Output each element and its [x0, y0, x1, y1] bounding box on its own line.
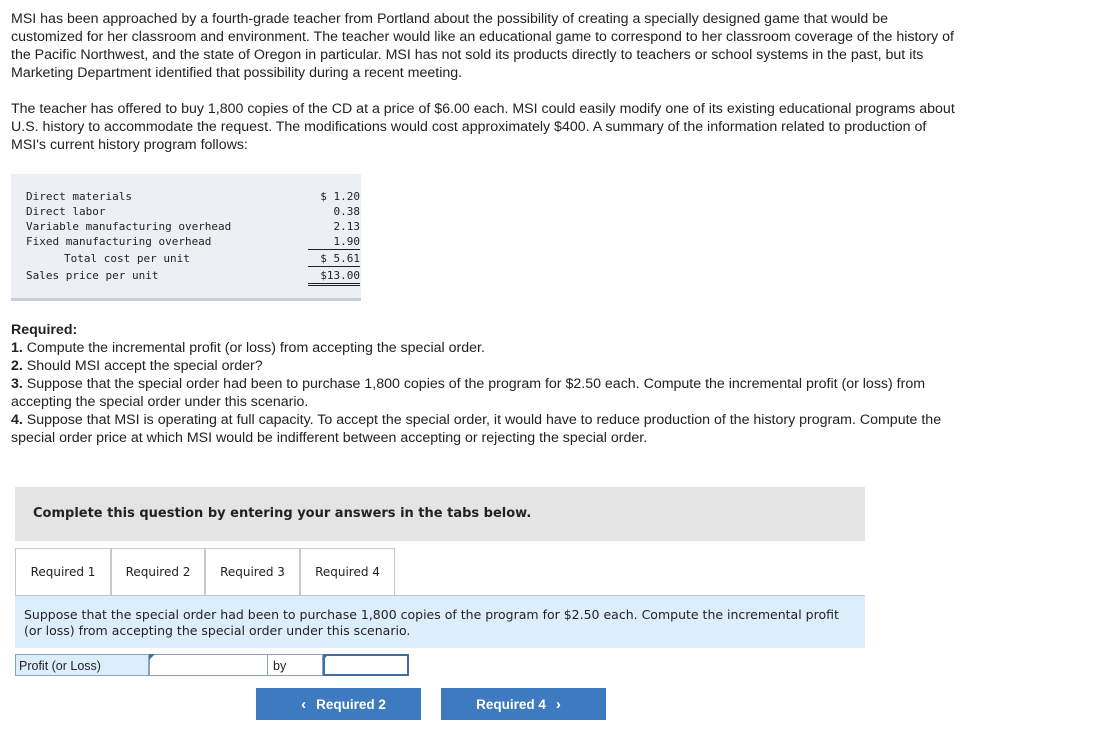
intro-paragraph-1: MSI has been approached by a fourth-grade teacher from Portland about the possibility of creating a specially designed game that would be customized for her classroom and environment. The teacher would like an educational game to correspond to her classroom coverage of the history of the Pacific Northwest, and the state of Oregon in particular. MSI has not sold its products directly to teachers or school systems in the past, but its Marketing Department identified that possibility during a recent meeting.: [11, 11, 954, 81]
cost-label: Sales price per unit: [26, 269, 159, 282]
tab-required-4[interactable]: Required 4: [300, 548, 395, 595]
table-row: [11, 219, 361, 234]
required-item: [11, 375, 951, 411]
required-item-text: Compute the incremental profit (or loss) from accepting the special order.: [22, 340, 485, 356]
table-row: [11, 251, 361, 266]
intro-paragraph-2: The teacher has offered to buy 1,800 copies of the CD at a price of $6.00 each. MSI could easily modify one of its existing educational programs about U.S. history to accommodate the request. The modifications would cost approximately $400. A summary of the information related to production of MSI's current history program follows:: [11, 101, 955, 153]
required-item: [11, 357, 951, 375]
cost-value: $13.00: [308, 268, 360, 286]
required-section: [11, 321, 951, 447]
profit-loss-label: Profit (or Loss): [15, 654, 149, 676]
required-item-number: 1.: [11, 340, 23, 356]
profit-loss-input[interactable]: [149, 654, 268, 676]
by-label: by: [268, 654, 323, 676]
previous-button-label: Required 2: [316, 696, 386, 712]
required-item-number: 2.: [11, 358, 23, 374]
required-item-text: Should MSI accept the special order?: [22, 358, 263, 374]
cost-label: Direct labor: [26, 205, 106, 218]
required-heading: Required:: [11, 322, 78, 338]
required-item-text: Suppose that the special order had been to purchase 1,800 copies of the program for $2.50 each. Compute the incremental profit (or loss) from accepting the special order under this scenario.: [11, 376, 926, 410]
cost-value: $ 1.20: [320, 190, 360, 203]
tab-bar: [15, 548, 865, 595]
cost-value: 1.90: [308, 234, 360, 250]
required-item: [11, 339, 951, 357]
table-row: [11, 189, 361, 204]
tab-required-3[interactable]: Required 3: [205, 548, 300, 595]
previous-required-button[interactable]: [256, 688, 421, 720]
chevron-left-icon: ‹: [301, 695, 307, 713]
cost-label: Fixed manufacturing overhead: [26, 235, 212, 248]
by-amount-input[interactable]: [323, 654, 409, 676]
table-row: [11, 268, 361, 283]
required-item-number: 3.: [11, 376, 23, 392]
next-required-button[interactable]: [441, 688, 606, 720]
instruction-banner: Complete this question by entering your answers in the tabs below.: [15, 487, 865, 541]
cost-label: Variable manufacturing overhead: [26, 220, 232, 233]
table-row: [11, 204, 361, 219]
tab-panel: [15, 595, 865, 648]
required-item-number: 4.: [11, 412, 23, 428]
chevron-right-icon: ›: [555, 695, 561, 713]
table-row: [11, 234, 361, 249]
dropdown-indicator-icon: [323, 654, 329, 660]
dropdown-indicator-icon: [149, 654, 155, 660]
required-item: [11, 411, 951, 447]
cost-label: Direct materials: [26, 190, 132, 203]
tab-required-2[interactable]: Required 2: [111, 548, 205, 595]
required-item-text: Suppose that MSI is operating at full capacity. To accept the special order, it would have to reduce production of the history program. Compute the special order price at which MSI would be indifferent between accepting or rejecting the special order.: [11, 412, 942, 446]
tab-required-1[interactable]: Required 1: [15, 548, 111, 595]
next-button-label: Required 4: [476, 696, 546, 712]
cost-value: 0.38: [333, 205, 360, 218]
answer-row: [15, 654, 415, 678]
tab-prompt: Suppose that the special order had been to purchase 1,800 copies of the program for $2.50 each. Compute the incremental profit (or loss) from accepting the special order under this scenario.: [24, 607, 839, 638]
cost-value: $ 5.61: [308, 251, 360, 267]
cost-summary-table: [11, 174, 361, 301]
cost-label: Total cost per unit: [64, 252, 190, 265]
cost-value: 2.13: [333, 220, 360, 233]
